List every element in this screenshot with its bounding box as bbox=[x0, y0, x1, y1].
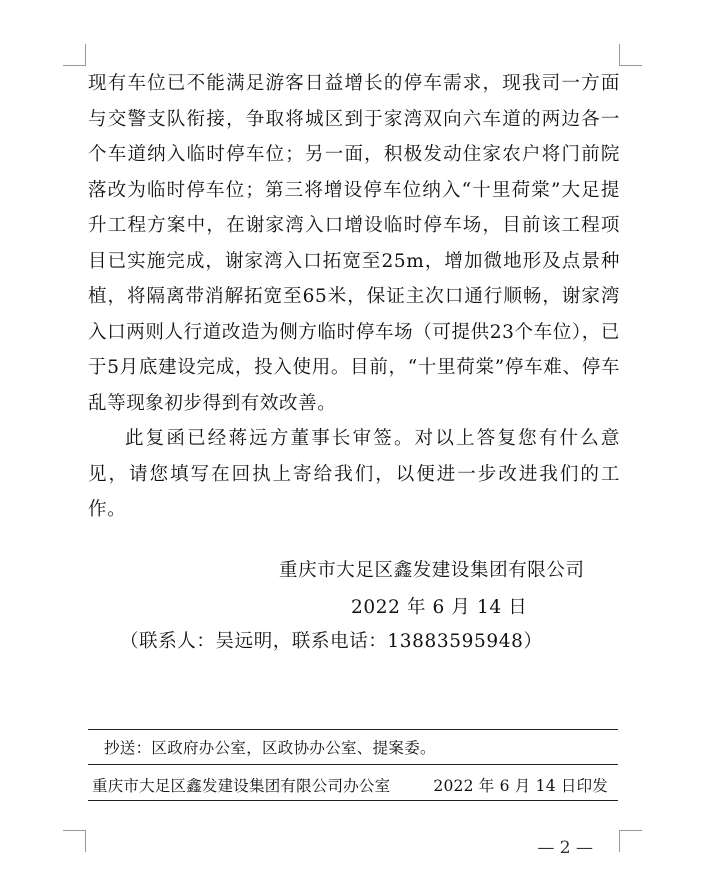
body-paragraph-1: 现有车位已不能满足游客日益增长的停车需求，现我司一方面与交警支队衔接，争取将城区到于家湾双向六车道的两边各一个车道纳入临时停车位；另一面，积极发动住家农户将门前院落改为临时停车位；第三将增设停车位纳入“十里荷棠”大足提升工程方案中，在谢家湾入口增设临时停车场，目前该工程项目已实施完成，谢家湾入口拓宽至25m，增加微地形及点景种植，将隔离带消解拓宽至65米，保证主次口通行顺畅，谢家湾入口两则人行道改造为侧方临时停车场（可提供23个车位），已于5月底建设完成，投入使用。目前，“十里荷棠”停车难、停车乱等现象初步得到有效改善。 bbox=[88, 73, 620, 414]
crop-mark-top-left-horizontal bbox=[63, 65, 86, 66]
issue-date: 2022 年 6 月 14 日印发 bbox=[433, 777, 608, 795]
issuer-office: 重庆市大足区鑫发建设集团有限公司办公室 bbox=[92, 777, 391, 795]
footer-middle-rule bbox=[88, 764, 618, 765]
body-paragraph-2: 此复函已经蒋远方董事长审签。对以上答复您有什么意见，请您填写在回执上寄给我们，以便进一步改进我们的工作。 bbox=[88, 428, 620, 520]
footer-bottom-rule bbox=[88, 800, 618, 801]
crop-mark-top-left-vertical bbox=[85, 44, 86, 66]
crop-mark-top-right-vertical bbox=[619, 44, 620, 66]
footer-top-rule bbox=[88, 729, 618, 730]
signature-date: 2022 年 6 月 14 日 bbox=[351, 597, 528, 618]
crop-mark-bottom-left-vertical bbox=[85, 830, 86, 852]
signature-contact: （联系人：吴远明，联系电话：13883595948） bbox=[120, 631, 543, 652]
cc-line: 抄送：区政府办公室，区政协办公室、提案委。 bbox=[104, 739, 436, 757]
signature-company: 重庆市大足区鑫发建设集团有限公司 bbox=[279, 560, 585, 581]
crop-mark-bottom-right-vertical bbox=[619, 830, 620, 852]
crop-mark-top-right-horizontal bbox=[619, 65, 642, 66]
crop-mark-bottom-right-horizontal bbox=[619, 830, 642, 831]
page-number: — 2 — bbox=[537, 838, 593, 858]
letter-body bbox=[88, 66, 620, 528]
crop-mark-bottom-left-horizontal bbox=[63, 830, 86, 831]
